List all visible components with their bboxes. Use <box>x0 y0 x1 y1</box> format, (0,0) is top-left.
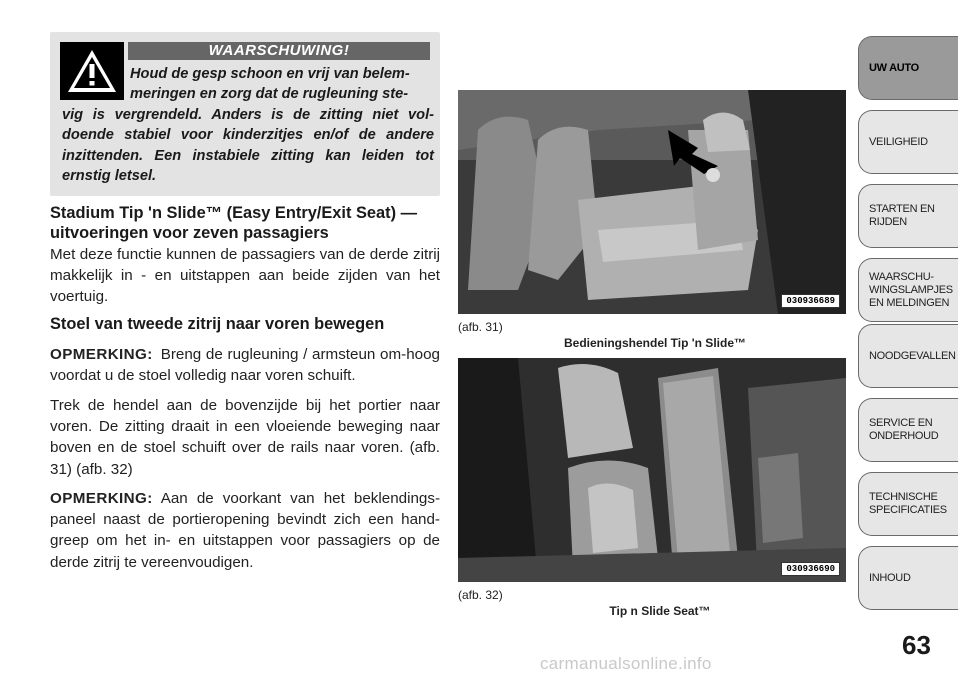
tab-label: STARTEN EN RIJDEN <box>869 203 935 228</box>
figure-31-code: 030936689 <box>781 294 840 308</box>
tab-uw-auto[interactable] <box>858 36 958 100</box>
tab-label: TECHNISCHE SPECIFICATIES <box>869 491 947 516</box>
tab-label: NOODGEVALLEN <box>869 349 956 362</box>
note-text-2: Aan de voorkant van het beklendings-paneel naast de portieropening bevindt zich een hand-greep om het in- en uitstappen voor passagiers op de derde zitrij te vereenvoudigen. <box>50 490 440 571</box>
tab-waarschuwingslampjes[interactable] <box>858 258 958 322</box>
tab-label: INHOUD <box>869 571 911 584</box>
warning-text <box>62 64 434 186</box>
page-number: 63 <box>902 630 931 660</box>
tab-noodgevallen[interactable] <box>858 324 958 388</box>
section-paragraph-1: Met deze functie kunnen de passagiers van de derde zitrij makkelijk in - en uitstappen aan beide zijden van het voertuig. <box>50 246 440 306</box>
note-label-1: OPMERKING: <box>50 346 153 363</box>
watermark: carmanualsonline.info <box>540 654 712 673</box>
tab-label: WAARSCHU- WINGSLAMPJES EN MELDINGEN <box>869 270 953 309</box>
tab-label: UW AUTO <box>869 61 919 74</box>
figure-31-ref: (afb. 31) <box>458 320 503 334</box>
tab-technische-specificaties[interactable] <box>858 472 958 536</box>
note-paragraph-2 <box>50 488 440 573</box>
figure-32-ref: (afb. 32) <box>458 588 503 602</box>
warning-title: WAARSCHUWING! <box>128 42 430 60</box>
body-paragraph-2: Trek de hendel aan de bovenzijde bij het portier naar voren. De zitting draait in een vloeiende beweging naar boven en de stoel schuift over de rails naar voren. (afb. 31) (afb. 32) <box>50 397 440 478</box>
section-heading-second-row: Stoel van tweede zitrij naar voren bewegen <box>50 315 385 333</box>
tab-inhoud[interactable] <box>858 546 958 610</box>
section-heading-tip-n-slide: Stadium Tip 'n Slide™ (Easy Entry/Exit Seat) — uitvoeringen voor zeven passagiers <box>50 204 418 242</box>
note-label-2: OPMERKING: <box>50 490 153 507</box>
figure-31-caption: Bedieningshendel Tip 'n Slide™ <box>564 336 746 350</box>
figure-32-caption: Tip n Slide Seat™ <box>609 604 711 618</box>
warning-line-2: meringen en zorg dat de rugleuning ste- <box>130 86 409 103</box>
tab-veiligheid[interactable] <box>858 110 958 174</box>
warning-line-rest: vig is vergrendeld. Anders is de zitting niet vol-doende stabiel voor kinderzitjes en/of de andere inzittenden. Een instabiele zitting kan leiden tot ernstig letsel. <box>62 106 434 185</box>
tab-label: SERVICE EN ONDERHOUD <box>869 417 939 442</box>
note-paragraph-1 <box>50 344 440 386</box>
figure-32-photo <box>458 358 846 582</box>
note-text-1: Breng de rugleuning / armsteun om-hoog voordat u de stoel volledig naar voren schuift. <box>50 346 440 385</box>
figure-31-photo <box>458 90 846 314</box>
figure-32-code: 030936690 <box>781 562 840 576</box>
warning-line-1: Houd de gesp schoon en vrij van belem- <box>130 66 410 82</box>
tab-service-en-onderhoud[interactable] <box>858 398 958 462</box>
tab-label: VEILIGHEID <box>869 135 928 148</box>
tab-starten-en-rijden[interactable] <box>858 184 958 248</box>
